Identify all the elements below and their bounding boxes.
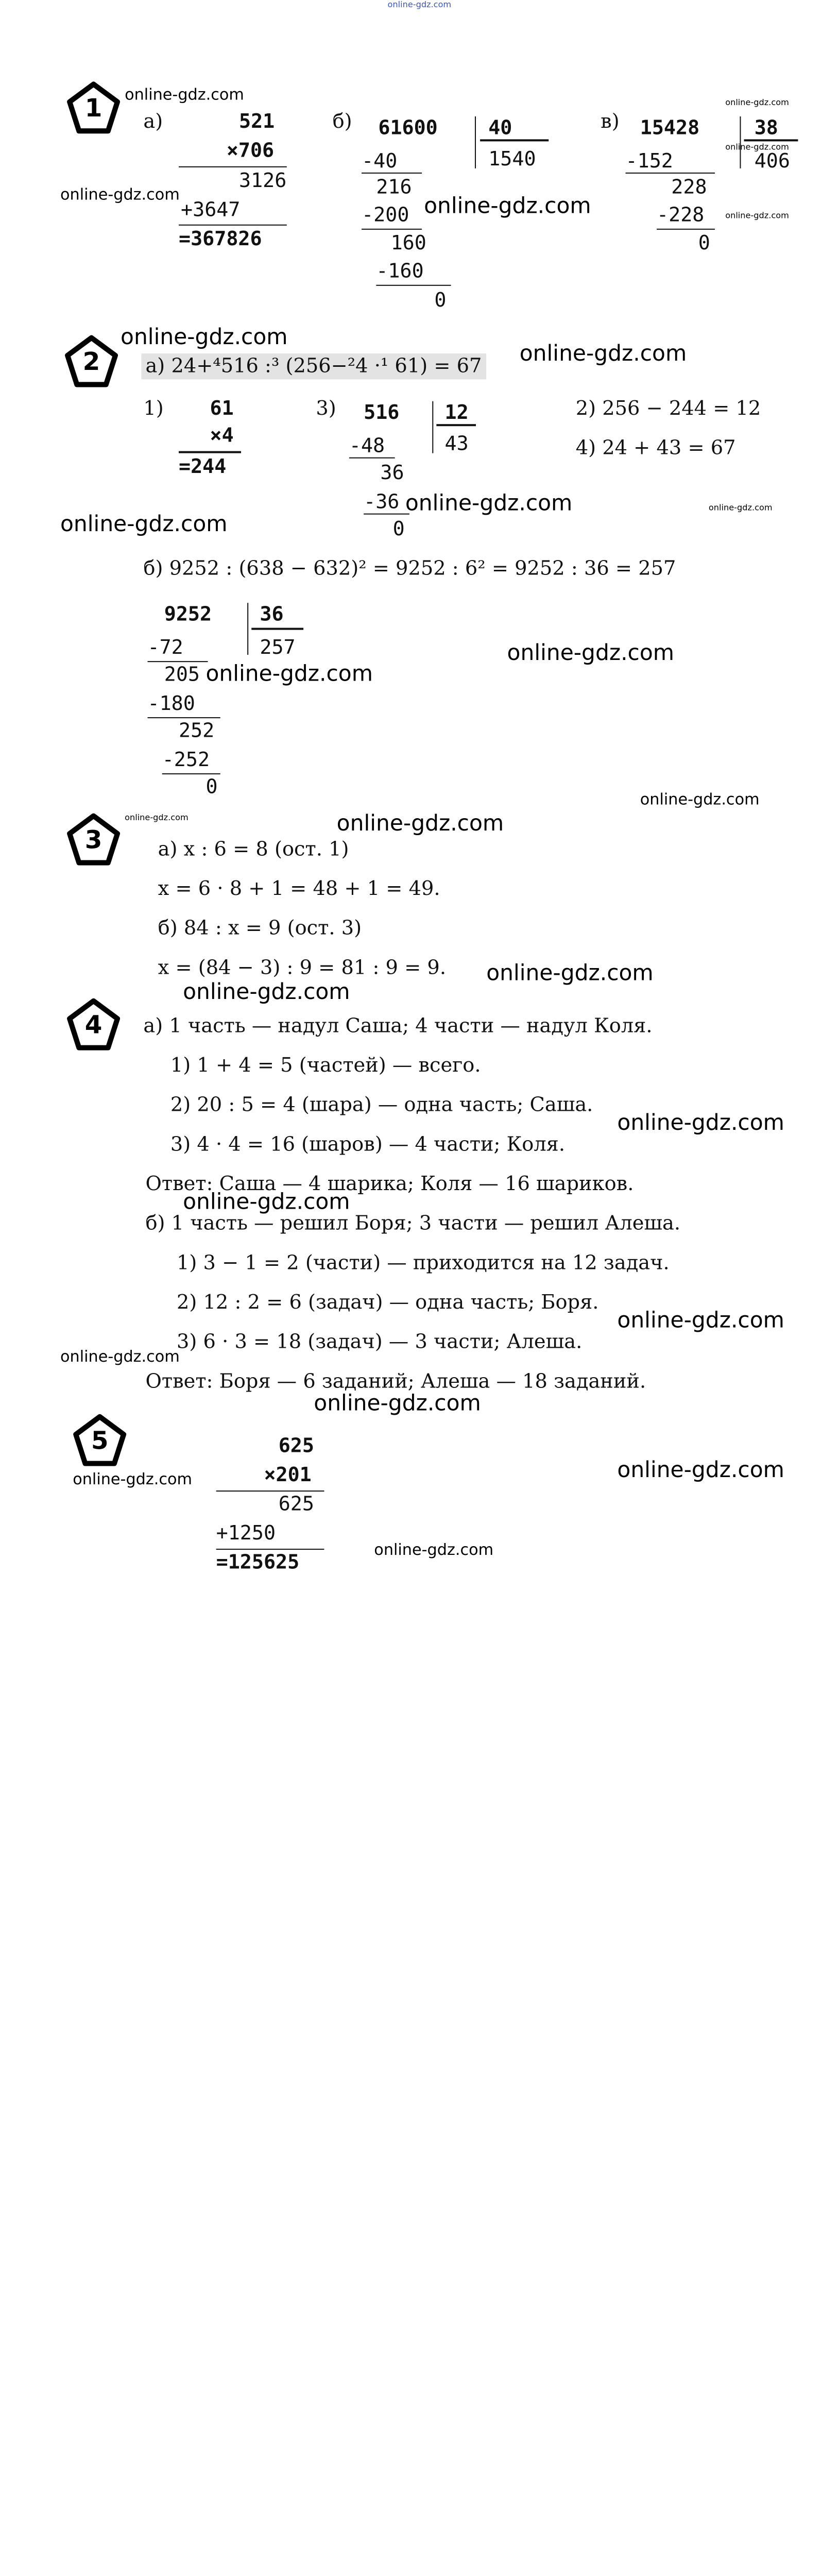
quotient: 43 xyxy=(444,432,469,455)
rule xyxy=(362,229,422,230)
subtrahend: -40 xyxy=(362,149,398,173)
partial-product: +3647 xyxy=(181,198,241,222)
subtrahend: -160 xyxy=(376,260,424,283)
watermark: online-gdz.com xyxy=(617,1110,784,1136)
step-line: 3) 6 · 3 = 18 (задач) — 3 части; Алеша. xyxy=(176,1330,583,1353)
step-label: 1) xyxy=(143,397,164,420)
remainder: 36 xyxy=(380,461,404,485)
task-number: 5 xyxy=(91,1426,109,1455)
rule xyxy=(376,285,451,286)
watermark: online-gdz.com xyxy=(486,960,654,986)
divisor: 38 xyxy=(754,116,778,140)
watermark: online-gdz.com xyxy=(125,85,244,104)
factor: 61 xyxy=(210,397,234,420)
step-line: 1) 1 + 4 = 5 (частей) — всего. xyxy=(170,1054,481,1077)
rule xyxy=(179,225,287,226)
rule xyxy=(349,457,395,459)
step-label: 3) xyxy=(316,397,336,420)
remainder: 0 xyxy=(698,231,710,255)
remainder: 0 xyxy=(392,517,405,541)
rule xyxy=(251,628,303,630)
partial-product: +1250 xyxy=(216,1521,276,1545)
subtrahend: -252 xyxy=(162,748,210,771)
factor: ×4 xyxy=(210,424,234,447)
divisor: 36 xyxy=(260,603,284,626)
division-bar xyxy=(432,401,433,453)
rule xyxy=(147,661,208,662)
division-bar xyxy=(475,116,476,168)
dividend: 516 xyxy=(364,401,400,425)
equation-line: б) 84 : x = 9 (ост. 3) xyxy=(158,917,362,940)
rule xyxy=(162,773,220,774)
remainder: 0 xyxy=(206,775,218,799)
divisor: 40 xyxy=(488,116,512,140)
answer-line: Ответ: Боря — 6 заданий; Алеша — 18 заданий. xyxy=(145,1370,646,1393)
remainder: 252 xyxy=(179,719,215,742)
subtrahend: -72 xyxy=(147,636,183,659)
rule xyxy=(626,173,715,174)
watermark: online-gdz.com xyxy=(125,812,189,822)
watermark: online-gdz.com xyxy=(507,640,675,666)
watermark: online-gdz.com xyxy=(424,193,591,218)
task-number: 2 xyxy=(82,347,100,377)
dividend: 9252 xyxy=(164,603,212,626)
remainder: 228 xyxy=(671,175,707,199)
rule xyxy=(744,139,798,141)
step-line: 2) 20 : 5 = 4 (шара) — одна часть; Саша. xyxy=(170,1093,593,1116)
watermark: online-gdz.com xyxy=(725,211,789,221)
item-label: а) xyxy=(143,110,163,133)
product: =244 xyxy=(179,455,227,479)
task-number: 1 xyxy=(84,93,102,123)
step-text: 4) 24 + 43 = 67 xyxy=(575,436,736,460)
step-line: 3) 4 · 4 = 16 (шаров) — 4 части; Коля. xyxy=(170,1133,566,1156)
rule xyxy=(179,166,287,167)
remainder: 160 xyxy=(390,231,426,255)
watermark: online-gdz.com xyxy=(640,790,760,809)
rule xyxy=(364,514,409,515)
partial-product: 625 xyxy=(278,1493,314,1516)
task-number: 3 xyxy=(84,825,102,855)
division-bar xyxy=(247,603,248,655)
dividend: 15428 xyxy=(640,116,700,140)
watermark: online-gdz.com xyxy=(405,490,573,516)
watermark: online-gdz.com xyxy=(374,1540,494,1560)
watermark: online-gdz.com xyxy=(519,341,687,366)
watermark: online-gdz.com xyxy=(708,503,773,513)
product: =125625 xyxy=(216,1551,300,1574)
watermark: online-gdz.com xyxy=(617,1457,784,1482)
watermark: online-gdz.com xyxy=(314,1391,481,1416)
expression: б) 9252 : (638 − 632)² = 9252 : 6² = 9252 : 36 = 257 xyxy=(143,557,676,580)
rule xyxy=(216,1490,324,1492)
equation-line: а) x : 6 = 8 (ост. 1) xyxy=(158,838,349,861)
equation-line: x = 6 · 8 + 1 = 48 + 1 = 49. xyxy=(158,877,440,901)
factor: 625 xyxy=(278,1434,314,1458)
watermark: online-gdz.com xyxy=(336,810,504,836)
watermark: online-gdz.com xyxy=(60,1347,180,1366)
step-line: 1) 3 − 1 = 2 (части) — приходится на 12 задач. xyxy=(176,1251,670,1275)
subtrahend: -180 xyxy=(147,692,195,716)
product: =367826 xyxy=(179,227,262,251)
rule xyxy=(657,229,715,230)
watermark: online-gdz.com xyxy=(73,1469,193,1489)
rule xyxy=(436,424,476,426)
watermark: online-gdz.com xyxy=(387,0,452,10)
remainder: 0 xyxy=(434,289,447,312)
watermark: online-gdz.com xyxy=(725,97,789,107)
watermark: online-gdz.com xyxy=(183,1189,350,1214)
watermark: online-gdz.com xyxy=(725,142,789,152)
partial-product: 3126 xyxy=(239,169,287,193)
answer-line: Ответ: Саша — 4 шарика; Коля — 16 шариков. xyxy=(145,1172,634,1196)
condition-line: а) 1 часть — надул Саша; 4 части — надул Коля. xyxy=(143,1014,653,1038)
quotient: 406 xyxy=(754,149,790,173)
watermark: online-gdz.com xyxy=(206,661,373,686)
subtrahend: -152 xyxy=(625,149,673,173)
dividend: 61600 xyxy=(378,116,438,140)
rule xyxy=(362,173,422,174)
subtrahend: -48 xyxy=(349,434,385,457)
step-text: 2) 256 − 244 = 12 xyxy=(575,397,761,420)
task-number: 4 xyxy=(84,1010,102,1040)
watermark: online-gdz.com xyxy=(60,511,228,537)
quotient: 257 xyxy=(260,636,296,659)
subtrahend: -36 xyxy=(364,490,400,514)
rule xyxy=(179,451,241,453)
subtrahend: -200 xyxy=(362,204,409,227)
watermark: online-gdz.com xyxy=(183,979,350,1004)
remainder: 205 xyxy=(164,663,200,686)
rule xyxy=(216,1549,324,1550)
rule xyxy=(480,139,549,141)
item-label: в) xyxy=(601,110,620,133)
quotient: 1540 xyxy=(488,147,536,171)
step-line: 2) 12 : 2 = 6 (задач) — одна часть; Боря. xyxy=(176,1291,599,1314)
watermark: online-gdz.com xyxy=(121,324,288,349)
divisor: 12 xyxy=(444,401,469,425)
rule xyxy=(147,717,220,718)
factor: ×201 xyxy=(264,1463,312,1487)
watermark: online-gdz.com xyxy=(60,185,180,204)
remainder: 216 xyxy=(376,175,412,199)
expression: а) 24+⁴516 :³ (256−²4 ·¹ 61) = 67 xyxy=(141,353,486,379)
factor: 521 xyxy=(239,110,275,133)
factor: ×706 xyxy=(226,139,275,162)
watermark: online-gdz.com xyxy=(617,1308,784,1333)
item-label: б) xyxy=(332,110,352,133)
subtrahend: -228 xyxy=(657,204,705,227)
equation-line: x = (84 − 3) : 9 = 81 : 9 = 9. xyxy=(158,956,447,979)
condition-line: б) 1 часть — решил Боря; 3 части — решил Алеша. xyxy=(145,1212,681,1235)
